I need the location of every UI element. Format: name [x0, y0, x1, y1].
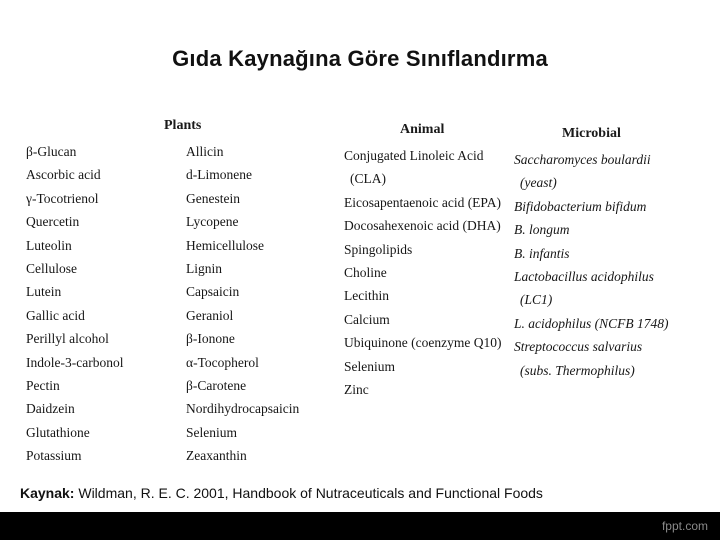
general-item: γ-Tocotrienol — [26, 190, 99, 206]
microbial-item: (LC1) — [520, 292, 553, 308]
microbial-item: (subs. Thermophilus) — [520, 362, 635, 378]
animal-item: Choline — [344, 264, 387, 280]
scanned-table — [14, 112, 706, 472]
plants-item: Capsaicin — [186, 284, 240, 300]
plants-item: Lignin — [186, 260, 222, 276]
plants-item: Selenium — [186, 424, 237, 440]
footer-bar — [0, 512, 720, 540]
plants-item: Zeaxanthin — [186, 448, 247, 464]
microbial-item: B. longum — [514, 222, 570, 238]
plants-item: β-Ionone — [186, 331, 235, 347]
microbial-item: Bifidobacterium bifidum — [514, 198, 647, 214]
plants-item: d-Limonene — [186, 167, 252, 183]
microbial-item: B. infantis — [514, 245, 570, 261]
plants-column — [186, 140, 299, 467]
general-item: β-Glucan — [26, 144, 77, 159]
general-item: Ascorbic acid — [26, 167, 101, 183]
general-item: Pectin — [26, 377, 60, 393]
plants-item: Lycopene — [186, 214, 239, 230]
plants-item: Allicin — [186, 144, 224, 159]
general-item: Daidzein — [26, 401, 75, 417]
animal-item: Docosahexenoic acid (DHA) — [344, 218, 501, 234]
general-item: Cellulose — [26, 260, 77, 276]
plants-item: β-Carotene — [186, 377, 247, 393]
microbial-item: Lactobacillus acidophilus — [514, 268, 654, 284]
microbial-column — [514, 148, 669, 382]
general-item: Glutathione — [26, 424, 90, 440]
animal-item: Selenium — [344, 358, 395, 374]
animal-item: Conjugated Linoleic Acid — [344, 148, 484, 163]
animal-item: Eicosapentaenoic acid (EPA) — [344, 194, 501, 210]
general-item: Quercetin — [26, 214, 80, 230]
general-item: Perillyl alcohol — [26, 331, 109, 347]
header-microbial: Microbial — [562, 126, 621, 141]
slide-title: Gıda Kaynağına Göre Sınıflandırma — [172, 46, 548, 71]
animal-item: Ubiquinone (coenzyme Q10) — [344, 335, 502, 351]
plants-item: α-Tocopherol — [186, 354, 259, 370]
plants-item: Geraniol — [186, 307, 234, 323]
animal-item: Zinc — [344, 381, 369, 397]
general-column — [26, 140, 123, 467]
microbial-item: Saccharomyces boulardii — [514, 152, 651, 167]
source-text: Wildman, R. E. C. 2001, Handbook of Nutraceuticals and Functional Foods — [74, 485, 543, 501]
general-item: Potassium — [26, 448, 82, 464]
general-item: Luteolin — [26, 237, 72, 253]
general-item: Indole-3-carbonol — [26, 354, 124, 370]
plants-item: Nordihydrocapsaicin — [186, 401, 300, 417]
microbial-item: (yeast) — [520, 175, 557, 191]
animal-item: Spingolipids — [344, 241, 413, 257]
plants-item: Hemicellulose — [186, 237, 264, 253]
plants-item: Genestein — [186, 190, 240, 206]
animal-item: (CLA) — [350, 171, 386, 187]
general-item: Gallic acid — [26, 307, 85, 323]
animal-column — [344, 144, 501, 401]
microbial-item: Streptococcus salvarius — [514, 339, 643, 355]
animal-item: Calcium — [344, 311, 390, 327]
general-item: Lutein — [26, 284, 62, 300]
animal-item: Lecithin — [344, 288, 389, 304]
header-plants: Plants — [164, 118, 202, 133]
source-label: Kaynak: — [20, 485, 75, 501]
source-citation — [20, 485, 543, 501]
footer-logo: fppt.com — [661, 519, 708, 533]
microbial-item: L. acidophilus (NCFB 1748) — [514, 315, 669, 331]
header-animal: Animal — [400, 122, 445, 137]
